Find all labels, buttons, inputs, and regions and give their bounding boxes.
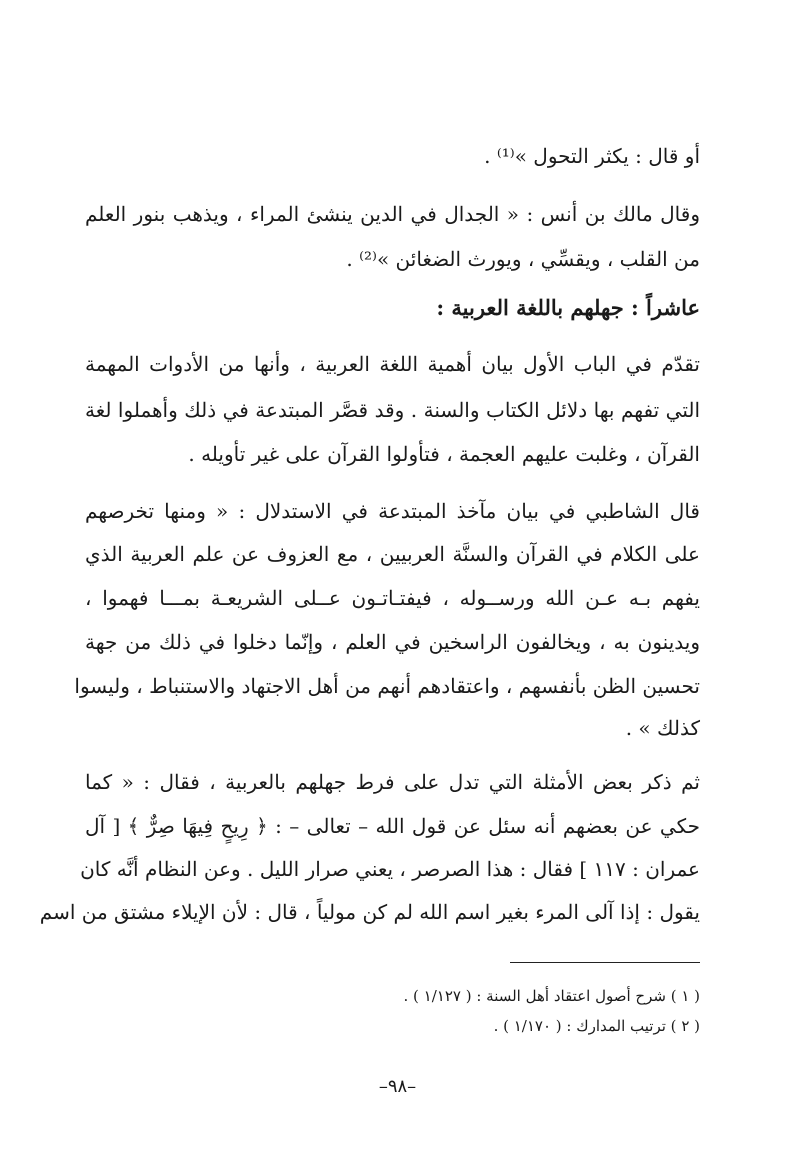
text-line-13: ثم ذكر بعض الأمثلة التي تدل على فرط جهلهم بالعربية ، فقال : « كما xyxy=(85,770,700,794)
section-heading: عاشراً : جهلهم باللغة العربية : xyxy=(436,295,700,320)
text-line-10: ويدينون به ، ويخالفون الراسخين في العلم ، وإنّما دخلوا في ذلك من جهة xyxy=(85,630,700,654)
text-line-16: يقول : إذا آلى المرء بغير اسم الله لم كن مولياً ، قال : لأن الإيلاء مشتق من اسم xyxy=(39,900,700,924)
text-line-6: القرآن ، وغلبت عليهم العجمة ، فتأولوا القرآن على غير تأويله . xyxy=(188,442,700,466)
footnote-1: ( ١ ) شرح أصول اعتقاد أهل السنة : ( ١/١٢٧ ) . xyxy=(403,987,700,1005)
text-line-8: على الكلام في القرآن والسنَّة العربيين ، مع العزوف عن علم العربية الذي xyxy=(85,542,700,566)
text-line-11: تحسين الظن بأنفسهم ، واعتقادهم أنهم من أهل الاجتهاد والاستنباط ، وليسوا xyxy=(74,674,700,698)
page-number: –٩٨– xyxy=(378,1076,417,1097)
footnote-separator xyxy=(510,962,700,963)
text-line-14: حكي عن بعضهم أنه سئل عن قول الله – تعالى – : ﴿ رِيحٍ فِيهَا صِرٌّ ﴾ [ آل xyxy=(85,814,700,838)
text-line-9: يفهم بـه عـن الله ورســوله ، فيفتـاتـون عــلى الشريعـة بمـــا فهموا ، xyxy=(85,586,700,610)
text-line-12: كذلك » . xyxy=(625,716,700,740)
footnote-2: ( ٢ ) ترتيب المدارك : ( ١/١٧٠ ) . xyxy=(493,1017,700,1035)
text-line-4: تقدّم في الباب الأول بيان أهمية اللغة العربية ، وأنها من الأدوات المهمة xyxy=(85,352,700,376)
text-line-1: أو قال : يكثر التحول »⁽¹⁾ . xyxy=(484,144,700,168)
text-line-5: التي تفهم بها دلائل الكتاب والسنة . وقد قصَّر المبتدعة في ذلك وأهملوا لغة xyxy=(85,398,701,422)
text-line-15: عمران : ١١٧ ] فقال : هذا الصرصر ، يعني صرار الليل . وعن النظام أنَّه كان xyxy=(80,857,700,881)
text-line-2: وقال مالك بن أنس : « الجدال في الدين ينشئ المراء ، ويذهب بنور العلم xyxy=(85,202,700,226)
text-line-3: من القلب ، ويقسِّي ، ويورث الضغائن »⁽²⁾ . xyxy=(346,247,700,271)
text-line-7: قال الشاطبي في بيان مآخذ المبتدعة في الاستدلال : « ومنها تخرصهم xyxy=(85,499,700,523)
